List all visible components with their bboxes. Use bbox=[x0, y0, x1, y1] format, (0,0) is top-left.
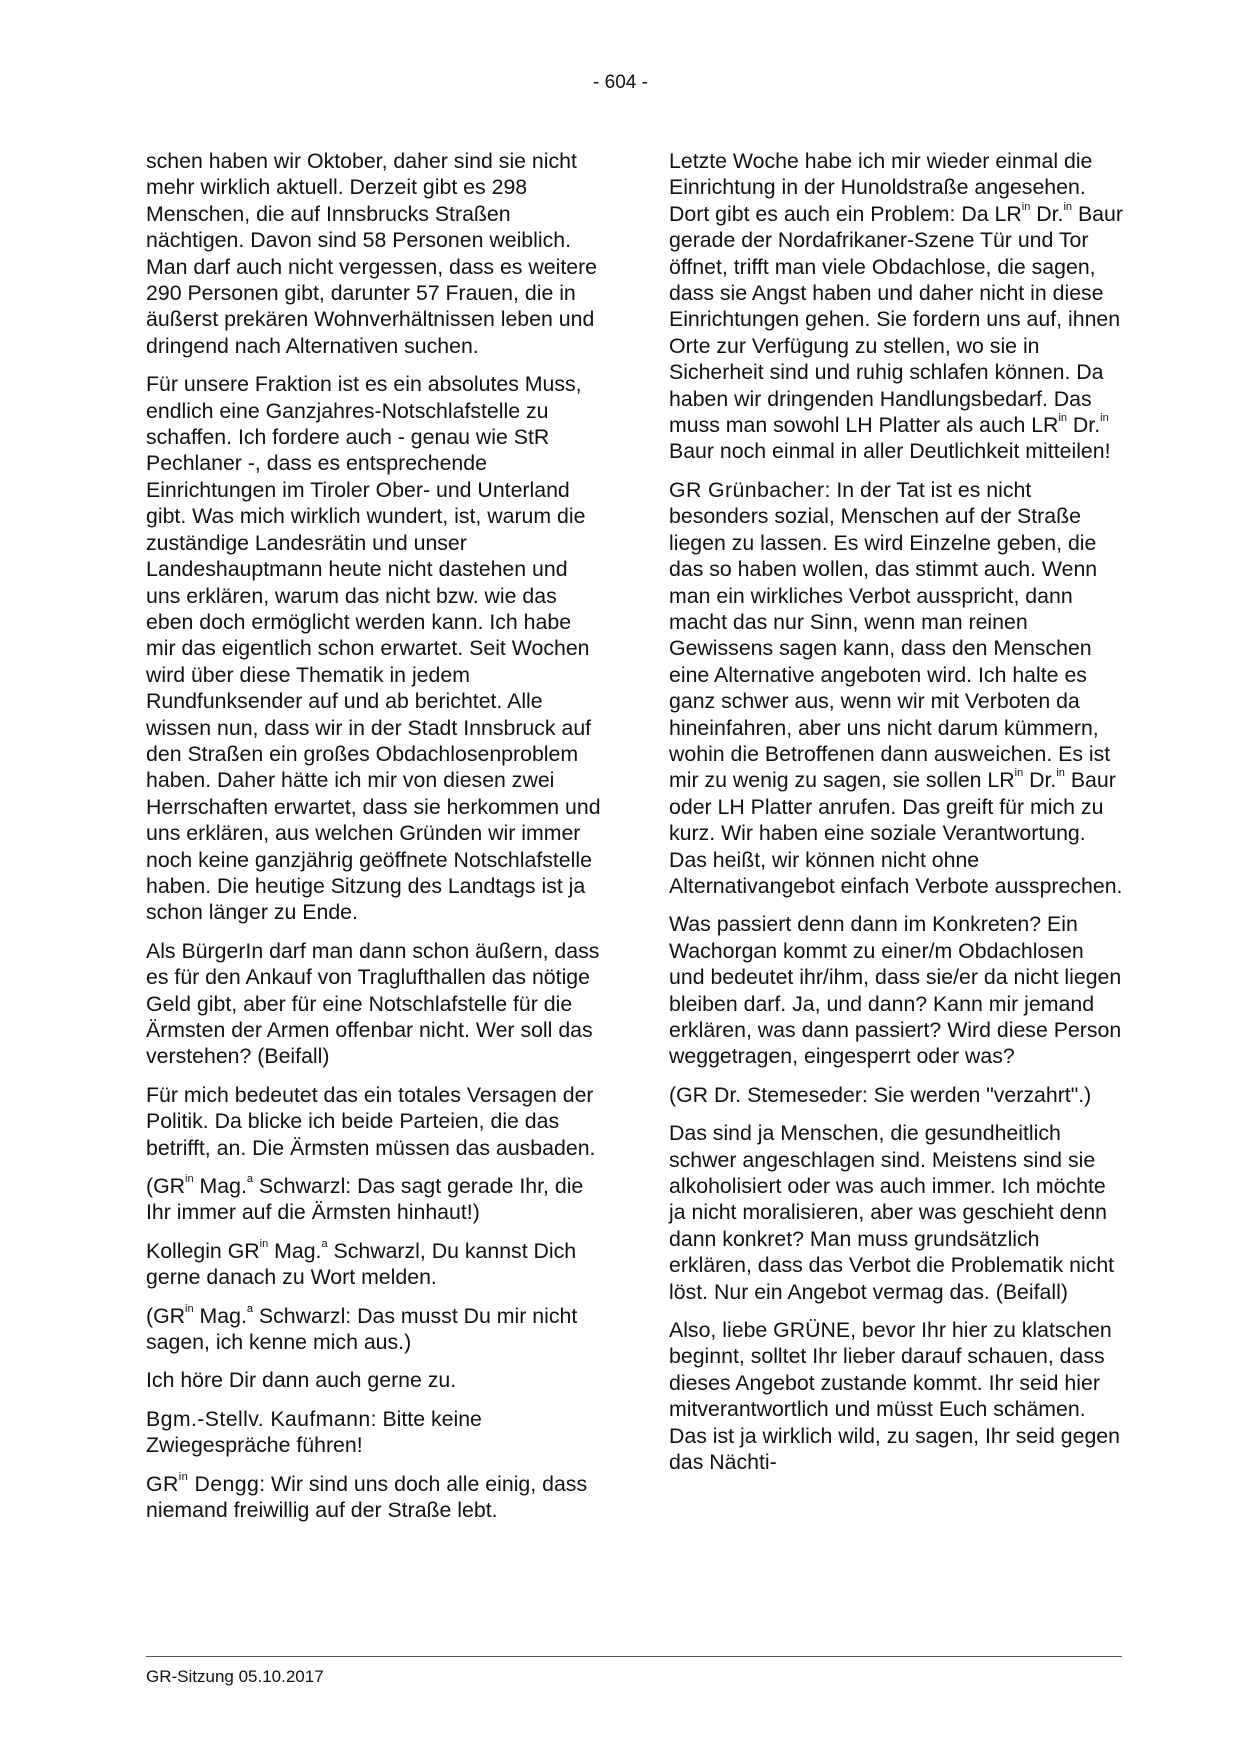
paragraph: Kollegin $GR^{in}$ Mag.$^a$ Schwarzl, Du kannst Dich gerne danach zu Wort melden. bbox=[146, 1237, 577, 1290]
paragraph: Was passiert denn dann im Konkreten? Ein Wachorgan kommt zu einer/m Obdachlosen und bedeutet ihr/ihm, dass sie/er da nicht liegen bleiben darf. Ja, und dann? Kann mir jemand erklären, was dann passiert? Wird diese Person weggetragen, eingesperrt oder was? bbox=[669, 912, 1122, 1069]
paragraph: Das sind ja Menschen, die gesundheitlich schwer angeschlagen sind. Meistens sind sie alkoholisiert oder was auch immer. Ich möchte ja nicht moralisieren, aber was geschieht denn dann konkret? Man muss grundsätzlich erklären, dass das Verbot die Problematik nicht löst. Nur ein Angebot vermag das. (Beifall) bbox=[669, 1121, 1115, 1304]
paragraph: Also, liebe GRÜNE, bevor Ihr hier zu klatschen beginnt, solltet Ihr lieber darauf schauen, dass dieses Angebot zustande kommt. Ihr seid hier mitverantwortlich und müsst Euch schämen. Das ist ja wirklich wild, zu sagen, Ihr seid gegen das Nächti- bbox=[669, 1318, 1120, 1475]
interjection: ($GR^{in}$ Mag.$^a$ Schwarzl: Das musst Du mir nicht sagen, ich kenne mich aus.) bbox=[146, 1302, 578, 1355]
footer-divider bbox=[146, 1656, 1122, 1657]
speaker-name: $GR^{in}$ Dengg bbox=[146, 1470, 260, 1496]
page-number: - 604 - bbox=[593, 72, 648, 93]
speaker-paragraph: $GR^{in}$ Dengg: Wir sind uns doch alle einig, dass niemand freiwillig auf der Straße lebt. bbox=[146, 1470, 588, 1523]
speaker-name: GR Grünbacher bbox=[669, 477, 825, 502]
footer-text: GR-Sitzung 05.10.2017 bbox=[146, 1667, 324, 1686]
paragraph: Für mich bedeutet das ein totales Versagen der Politik. Da blicke ich beide Parteien, die das betrifft, an. Die Ärmsten müssen das ausbaden. bbox=[146, 1082, 596, 1160]
left-column bbox=[146, 148, 601, 1536]
paragraph: Ich höre Dir dann auch gerne zu. bbox=[146, 1368, 457, 1393]
interjection: (GR Dr. Stemeseder: Sie werden "verzahrt".) bbox=[669, 1082, 1092, 1107]
right-column bbox=[669, 148, 1124, 1488]
speaker-name: Bgm.-Stellv. Kaufmann bbox=[146, 1406, 371, 1431]
interjection: ($GR^{in}$ Mag.$^a$ Schwarzl: Das sagt gerade Ihr, die Ihr immer auf die Ärmsten hinhaut!) bbox=[146, 1172, 584, 1225]
speaker-paragraph: GR Grünbacher: In der Tat ist es nicht besonders sozial, Menschen auf der Straße liegen zu lassen. Es wird Einzelne geben, die das so haben wollen, das stimmt auch. Wenn man ein wirkliches Verbot ausspricht, dann macht das nur Sinn, wenn man reinen Gewissens sagen kann, dass den Menschen eine Alternative angeboten wird. Ich halte es ganz schwer aus, wenn wir mit Verboten da hineinfahren, aber uns nicht darum kümmern, wohin die Betroffenen dann ausweichen. Es ist mir zu wenig zu sagen, sie sollen $LR^{in}$ Dr.$^{in}$ Baur oder LH Platter anrufen. Das greift für mich zu kurz. Wir haben eine soziale Verantwortung. Das heißt, wir können nicht ohne Alternativangebot einfach Verbote aussprechen. bbox=[669, 477, 1123, 898]
speaker-paragraph: Bgm.-Stellv. Kaufmann: Bitte keine Zwiegespräche führen! bbox=[146, 1406, 482, 1458]
paragraph: Letzte Woche habe ich mir wieder einmal die Einrichtung in der Hunoldstraße angesehen. Dort gibt es auch ein Problem: Da $LR^{in}$ Dr.$^{in}$ Baur gerade der Nordafrikaner-Szene Tür und Tor öffnet, trifft man viele Obdachlose, die sagen, dass sie Angst haben und daher nicht in diese Einrichtungen gehen. Sie fordern uns auf, ihnen Orte zur Verfügung zu stellen, wo sie in Sicherheit sind und ruhig schlafen können. Da haben wir dringenden Handlungsbedarf. Das muss man sowohl LH Platter als auch $LR^{in}$ Dr.$^{in}$ Baur noch einmal in aller Deutlichkeit mitteilen! bbox=[669, 149, 1123, 464]
paragraph: Für unsere Fraktion ist es ein absolutes Muss, endlich eine Ganzjahres-Notschlafstelle zu schaffen. Ich fordere auch - genau wie StR Pechlaner -, dass es entsprechende Einrichtungen im Tiroler Ober- und Unterland gibt. Was mich wirklich wundert, ist, warum die zuständige Landesrätin und unser Landeshauptmann heute nicht dastehen und uns erklären, warum das nicht bzw. wie das eben doch ermöglicht werden kann. Ich habe mir das eigentlich schon erwartet. Seit Wochen wird über diese Thematik in jedem Rundfunksender auf und ab berichtet. Alle wissen nun, dass wir in der Stadt Innsbruck auf den Straßen ein großes Obdachlosenproblem haben. Daher hätte ich mir von diesen zwei Herrschaften erwartet, dass sie herkommen und uns erklären, aus welchen Gründen wir immer noch keine ganzjährig geöffnete Notschlafstelle haben. Die heutige Sitzung des Landtags ist ja schon länger zu Ende. bbox=[146, 372, 601, 925]
paragraph: Als BürgerIn darf man dann schon äußern, dass es für den Ankauf von Traglufthallen das nötige Geld gibt, aber für eine Notschlafstelle für die Ärmsten der Armen offenbar nicht. Wer soll das verstehen? (Beifall) bbox=[146, 938, 600, 1069]
paragraph: schen haben wir Oktober, daher sind sie nicht mehr wirklich aktuell. Derzeit gibt es 298 Menschen, die auf Innsbrucks Straßen nächtigen. Davon sind 58 Personen weiblich. Man darf auch nicht vergessen, dass es weitere 290 Personen gibt, darunter 57 Frauen, die in äußerst prekären Wohnverhältnissen leben und dringend nach Alternativen suchen. bbox=[146, 149, 598, 358]
